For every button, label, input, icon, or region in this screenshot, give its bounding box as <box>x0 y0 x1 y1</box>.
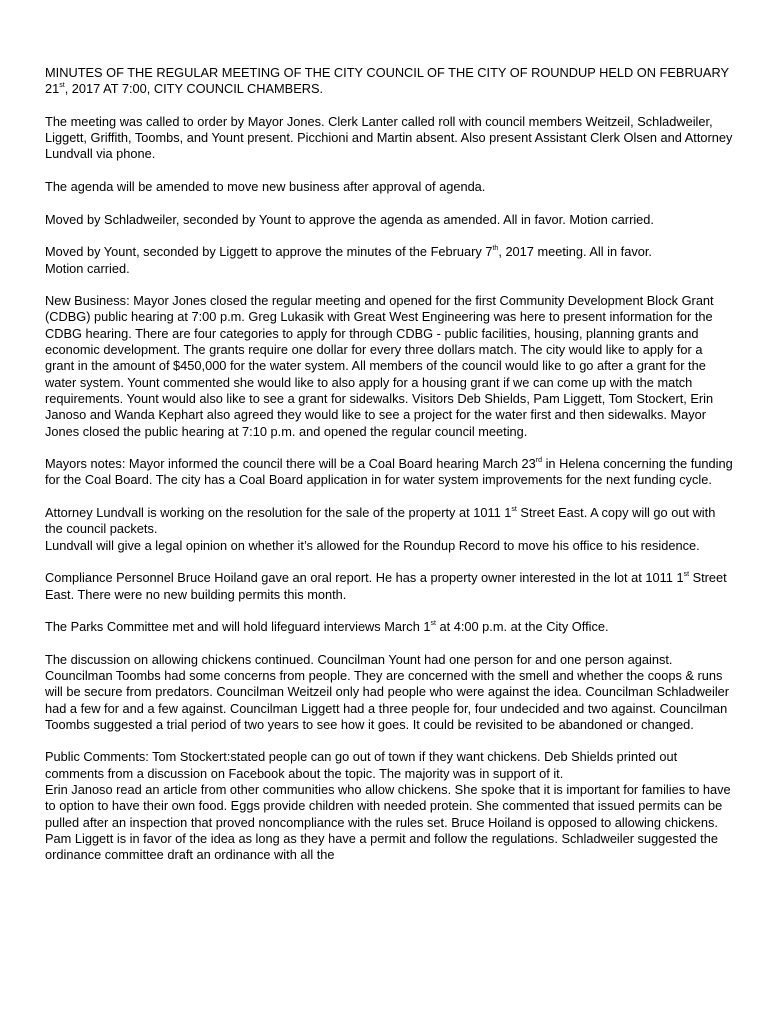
compliance-paragraph: Compliance Personnel Bruce Hoiland gave an oral report. He has a property owner interested in the lot at 1011 1st Street East. There were no new building permits this month. <box>45 570 727 602</box>
parks-paragraph: The Parks Committee met and will hold lifeguard interviews March 1st at 4:00 p.m. at the City Office. <box>45 619 609 635</box>
meeting-title: MINUTES OF THE REGULAR MEETING OF THE CITY COUNCIL OF THE CITY OF ROUNDUP HELD ON FEBRUARY 21st, 2017 AT 7:00, CITY COUNCIL CHAMBERS. <box>45 65 729 97</box>
mayors-notes-paragraph: Mayors notes: Mayor informed the council there will be a Coal Board hearing March 23rd in Helena concerning the funding for the Coal Board. The city has a Coal Board application in for water system improvements for the next funding cycle. <box>45 456 733 488</box>
agenda-motion-paragraph: Moved by Schladweiler, seconded by Yount to approve the agenda as amended. All in favor. Motion carried. <box>45 211 654 227</box>
attorney-paragraph: Attorney Lundvall is working on the resolution for the sale of the property at 1011 1st Street East. A copy will go out with the council packets. Lundvall will give a legal opinion on whether it’s allowed for the Roundup Record to move his office to his residence. <box>45 505 716 553</box>
new-business-paragraph: New Business: Mayor Jones closed the regular meeting and opened for the first Community Development Block Grant (CDBG) public hearing at 7:00 p.m. Greg Lukasik with Great West Engineering was here to present information for the CDBG hearing. There are four categories to apply for through CDBG - public facilities, housing, planning grants and economic development. The grants require one dollar for every three dollars match. The city would like to apply for a grant in the amount of $450,000 for the water system. All members of the council would like to go after a grant for the water system. Yount commented she would like to also apply for a housing grant if we can come up with the match requirements. Yount would also like to see a grant for sidewalks. Visitors Deb Shields, Pam Liggett, Tom Stockert, Erin Janoso and Wanda Kephart also agreed they would like to see a project for the water first and then sidewalks. Mayor Jones closed the public hearing at 7:10 p.m. and opened the regular council meeting. <box>45 293 714 439</box>
document-body <box>45 65 735 880</box>
call-to-order-paragraph: The meeting was called to order by Mayor Jones. Clerk Lanter called roll with council members Weitzeil, Schladweiler, Liggett, Griffith, Toombs, and Yount present. Picchioni and Martin absent. Also present Assistant Clerk Olsen and Attorney Lundvall via phone. <box>45 113 733 162</box>
minutes-motion-paragraph: Moved by Yount, seconded by Liggett to approve the minutes of the February 7th, 2017 meeting. All in favor. Motion carried. <box>45 244 652 276</box>
agenda-amended-paragraph: The agenda will be amended to move new business after approval of agenda. <box>45 179 486 195</box>
chickens-paragraph: The discussion on allowing chickens continued. Councilman Yount had one person for and one person against. Councilman Toombs had some concerns from people. They are concerned with the smell and whether the coops & runs will be secure from predators. Councilman Weitzeil only had people who were against the idea. Councilman Schladweiler had a few for and a few against. Councilman Liggett had a three people for, four undecided and two against. Councilman Toombs suggested a trial period of two years to see how it goes. It could be revisited to be abandoned or changed. <box>45 651 730 732</box>
public-comments-paragraph: Public Comments: Tom Stockert:stated people can go out of town if they want chickens. Deb Shields printed out comments from a discussion on Facebook about the topic. The majority was in support of it. Erin Janoso read an article from other communities who allow chickens. She spoke that it is important for families to have to option to have their own food. Eggs provide children with needed protein. She commented that issued permits can be pulled after an inspection that proved noncompliance with the rules set. Bruce Hoiland is opposed to allowing chickens. Pam Liggett is in favor of the idea as long as they have a permit and follow the regulations. Schladweiler suggested the ordinance committee draft an ordinance with all the <box>45 749 731 863</box>
